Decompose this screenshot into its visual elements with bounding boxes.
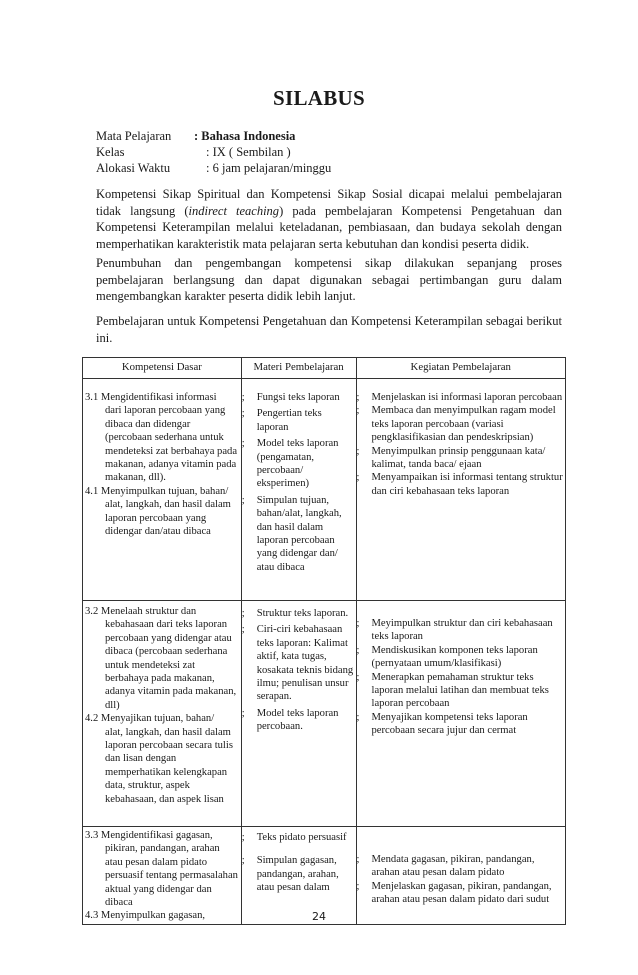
table-header-row <box>83 358 566 379</box>
kd-item <box>83 829 241 909</box>
time-value: : 6 jam pelajaran/minggu <box>206 161 332 175</box>
kd-continuation: alat, langkah, dan hasil dalam laporan percobaan yang didengar dan/atau dibaca <box>105 499 231 538</box>
kd-continuation: dari laporan percobaan yang dibaca dan didengar (percobaan sederhana untuk mendeteksi zat berbahaya pada makanan, adanya vitamin pada makanan, dll). <box>105 405 238 484</box>
kd-first-line: Menyajikan tujuan, bahan/ <box>100 713 215 725</box>
kd-item <box>83 605 241 712</box>
header-materi: Materi Pembelajaran <box>241 358 356 379</box>
materi-text: Pengertian teks laporan <box>256 408 322 433</box>
kegiatan-text: Membaca dan menyimpulkan ragam model teks laporan percobaan (variasi pengklasifikasian dan pendeskripsian) <box>371 405 556 444</box>
kd-number: 4.1 <box>85 485 99 497</box>
table-row <box>83 601 566 827</box>
kegiatan-text: Menyajikan kompetensi teks laporan percobaan secara jujur dan cermat <box>371 711 528 737</box>
kegiatan-text: Menjelaskan gagasan, pikiran, pandangan, arahan atau pesan dalam pidato dari sudut <box>371 880 552 906</box>
materi-text: Struktur teks laporan. <box>256 608 349 619</box>
class-label: Kelas <box>96 145 125 159</box>
kd-number: 3.2 <box>85 606 99 617</box>
kd-first-line: Menelaah struktur dan <box>100 606 197 617</box>
materi-item: ; Fungsi teks laporan <box>242 391 356 404</box>
kegiatan-text: Mendata gagasan, pikiran, pandangan, arahan atau pesan dalam pidato <box>371 854 535 879</box>
meta-subject <box>96 128 295 144</box>
materi-item: ; Simpulan tujuan, bahan/alat, langkah, dan hasil dalam laporan percobaan yang didengar dan/ atau dibaca <box>242 494 356 574</box>
kegiatan-item: ; Menyimpulkan prinsip penggunaan kata/ kalimat, tanda baca/ ejaan <box>357 445 566 472</box>
kegiatan-text: Mendiskusikan komponen teks laporan (pernyataan umum/klasifikasi) <box>371 644 538 670</box>
materi-text: Simpulan gagasan, pandangan, arahan, atau pesan dalam <box>256 855 339 894</box>
subject-label: Mata Pelajaran <box>96 129 172 143</box>
kd-number: 3.3 <box>85 830 99 841</box>
kd-item <box>83 485 241 539</box>
kegiatan-item: ; Meyimpulkan struktur dan ciri kebahasaan teks laporan <box>357 617 566 644</box>
page-number: 24 <box>312 910 326 923</box>
kd-item <box>83 391 241 485</box>
kegiatan-item: ; Mendata gagasan, pikiran, pandangan, arahan atau pesan dalam pidato <box>357 853 566 880</box>
kegiatan-item: ; Membaca dan menyimpulkan ragam model teks laporan percobaan (variasi pengklasifikasian dan pendeskripsian) <box>357 404 566 444</box>
materi-cell <box>241 601 356 827</box>
kd-continuation: alat, langkah, dan hasil dalam laporan percobaan secara tulis dan lisan dengan memperhatikan kelengkapan data, struktur, aspek kebahasaan, dan aspek lisan <box>105 726 233 805</box>
kd-number: 3.1 <box>85 392 99 403</box>
materi-item: ; Model teks laporan percobaan. <box>242 707 356 734</box>
header-kompetensi-dasar: Kompetensi Dasar <box>83 358 242 379</box>
materi-item: ; Model teks laporan (pengamatan, percobaan/ eksperimen) <box>242 437 356 491</box>
table-row <box>83 379 566 601</box>
materi-text: Ciri-ciri kebahasaan teks laporan: Kalimat aktif, kata tugas, kosakata teknis bidang ilmu; penulisan unsur serapan. <box>256 624 354 703</box>
kd-cell <box>83 601 242 827</box>
paragraph-growth: Penumbuhan dan pengembangan kompetensi sikap dilakukan sepanjang proses pembelajaran berlangsung dan dapat digunakan sebagai pertimbangan guru dalam mengembangkan karakter peserta didik lebih lanjut. <box>96 256 562 304</box>
kd-continuation: kebahasaan dari teks laporan percobaan yang didengar atau dibaca (percobaan sederhana untuk mendeteksi zat berbahaya pada makanan, adanya vitamin pada makanan, dll) <box>105 619 237 711</box>
time-label: Alokasi Waktu <box>96 161 171 175</box>
kegiatan-item: ; Menerapkan pemahaman struktur teks laporan melalui latihan dan membuat teks laporan percobaan <box>357 671 566 711</box>
paragraph-competence-italic: indirect teaching <box>188 203 280 218</box>
class-value: : IX ( Sembilan ) <box>206 145 291 159</box>
kd-item <box>83 712 241 806</box>
kegiatan-item: ; Mendiskusikan komponen teks laporan (pernyataan umum/klasifikasi) <box>357 644 566 671</box>
kegiatan-text: Menjelaskan isi informasi laporan percobaan <box>371 392 563 403</box>
kd-continuation: pikiran, pandangan, arahan atau pesan dalam pidato persuasif tentang permasalahan aktual yang didengar dan dibaca <box>105 843 238 909</box>
meta-time <box>96 160 331 176</box>
materi-item: ; Struktur teks laporan. <box>242 607 356 620</box>
kd-first-line: Menyimpulkan tujuan, bahan/ <box>100 485 229 497</box>
kegiatan-item: ; Menjelaskan isi informasi laporan percobaan <box>357 391 566 404</box>
paragraph-competence-part-a: Kompetensi Sikap Spiritual dan Kompetensi Sikap Sosial dicapai melalui pembelajaran tidak langsung ( <box>96 187 562 218</box>
kd-number: 4.2 <box>85 713 99 725</box>
paragraph-competence-part-b: ) pada pembelajaran Kompetensi Pengetahuan dan Kompetensi Keterampilan melalui keteladanan, pembiasaan, dan budaya sekolah dengan memperhatikan karakteristik mata pelajaran serta kebutuhan dan kondisi peserta didik. <box>96 203 562 251</box>
materi-item: ; Simpulan gagasan, pandangan, arahan, atau pesan dalam <box>242 854 356 894</box>
paragraph-learning: Pembelajaran untuk Kompetensi Pengetahuan dan Kompetensi Keterampilan sebagai berikut ini. <box>96 314 562 345</box>
kegiatan-item: ; Menyajikan kompetensi teks laporan percobaan secara jujur dan cermat <box>357 711 566 738</box>
kegiatan-text: Menyimpulkan prinsip penggunaan kata/ kalimat, tanda baca/ ejaan <box>371 445 546 471</box>
subject-value: : Bahasa Indonesia <box>194 129 296 143</box>
materi-text: Model teks laporan (pengamatan, percobaan/ eksperimen) <box>256 438 339 490</box>
kd-number: 4.3 <box>85 910 99 922</box>
kd-first-line: Menyimpulkan gagasan, <box>100 910 206 922</box>
page-title: SILABUS <box>273 86 365 110</box>
materi-cell <box>241 379 356 601</box>
kd-first-line: Mengidentifikasi informasi <box>100 392 217 403</box>
materi-text: Model teks laporan percobaan. <box>256 707 339 733</box>
materi-item: ; Pengertian teks laporan <box>242 407 356 434</box>
materi-item: ; Teks pidato persuasif <box>242 831 356 844</box>
kegiatan-item: ; Menyampaikan isi informasi tentang struktur dan ciri kebahasaan teks laporan <box>357 471 566 498</box>
materi-text: Fungsi teks laporan <box>256 392 340 403</box>
kegiatan-text: Meyimpulkan struktur dan ciri kebahasaan teks laporan <box>371 618 553 643</box>
materi-item: ; Ciri-ciri kebahasaan teks laporan: Kalimat aktif, kata tugas, kosakata teknis bidang ilmu; penulisan unsur serapan. <box>242 623 356 703</box>
kegiatan-cell <box>356 601 566 827</box>
kd-cell <box>83 379 242 601</box>
kegiatan-text: Menerapkan pemahaman struktur teks laporan melalui latihan dan membuat teks laporan percobaan <box>371 671 549 710</box>
syllabus-table <box>82 357 566 925</box>
header-kegiatan: Kegiatan Pembelajaran <box>356 358 566 379</box>
materi-text: Simpulan tujuan, bahan/alat, langkah, dan hasil dalam laporan percobaan yang didengar dan/ atau dibaca <box>256 494 342 573</box>
meta-class <box>96 144 291 160</box>
materi-text: Teks pidato persuasif <box>256 832 347 843</box>
paragraph-competence <box>96 186 562 252</box>
kegiatan-text: Menyampaikan isi informasi tentang struktur dan ciri kebahasaan teks laporan <box>371 472 563 497</box>
kegiatan-item: ; Menjelaskan gagasan, pikiran, pandangan, arahan atau pesan dalam pidato dari sudut <box>357 880 566 907</box>
kegiatan-cell <box>356 379 566 601</box>
kd-first-line: Mengidentifikasi gagasan, <box>100 830 213 841</box>
